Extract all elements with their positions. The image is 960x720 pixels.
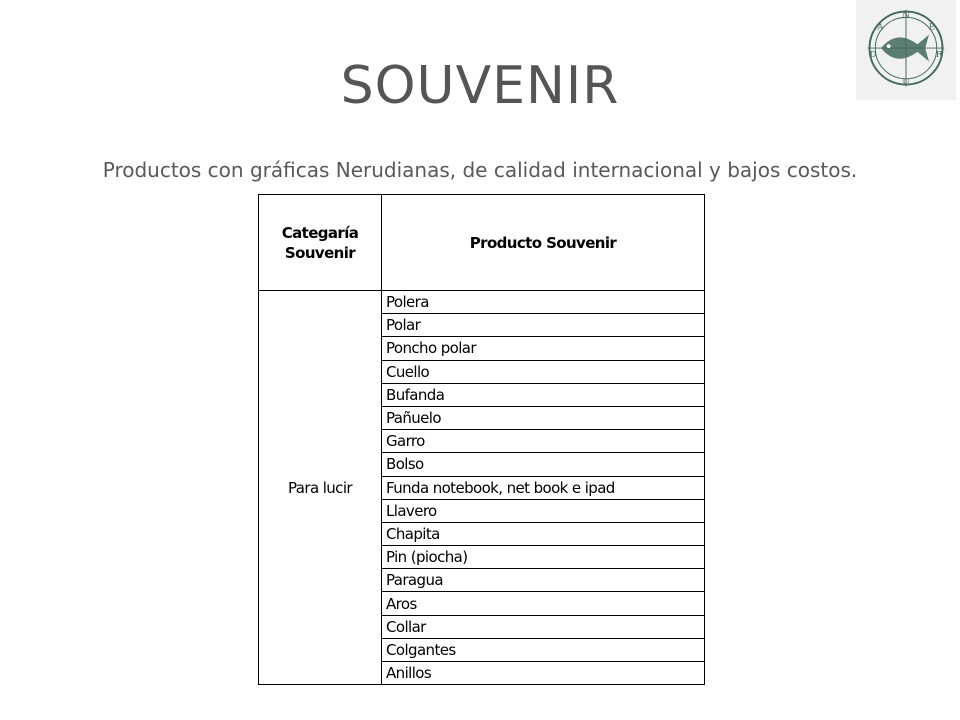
category-header: [259, 195, 382, 291]
product-cell: Pañuelo: [382, 406, 705, 429]
product-cell: Poncho polar: [382, 337, 705, 360]
product-cell: Pin (piocha): [382, 546, 705, 569]
page-title: SOUVENIR: [340, 56, 620, 116]
product-cell: Polar: [382, 314, 705, 337]
product-cell: Cuello: [382, 360, 705, 383]
category-header-line1: Categaría: [281, 223, 359, 242]
seal-letter: A: [877, 22, 884, 33]
souvenir-table: [258, 194, 705, 685]
product-cell: Anillos: [382, 662, 705, 685]
seal-letter: D: [869, 49, 877, 60]
product-cell: Chapita: [382, 522, 705, 545]
category-cell: Para lucir: [259, 291, 382, 685]
product-cell: Funda notebook, net book e ipad: [382, 476, 705, 499]
product-cell: Llavero: [382, 499, 705, 522]
product-cell: Aros: [382, 592, 705, 615]
table-header-row: [259, 195, 705, 291]
product-cell: Colgantes: [382, 638, 705, 661]
category-header-line2: Souvenir: [284, 243, 356, 262]
seal-letter: N: [902, 10, 910, 21]
product-cell: Paragua: [382, 569, 705, 592]
seal-letter: E: [928, 22, 935, 33]
page-subtitle: Productos con gráficas Nerudianas, de calidad internacional y bajos costos.: [102, 158, 858, 182]
product-cell: Bufanda: [382, 383, 705, 406]
product-cell: Garro: [382, 430, 705, 453]
seal-letter: R: [935, 49, 943, 60]
seal-letter: U: [902, 77, 910, 88]
product-cell: Bolso: [382, 453, 705, 476]
product-cell: Collar: [382, 615, 705, 638]
product-header: Producto Souvenir: [382, 195, 705, 291]
table-row: [259, 291, 705, 314]
product-cell: Polera: [382, 291, 705, 314]
